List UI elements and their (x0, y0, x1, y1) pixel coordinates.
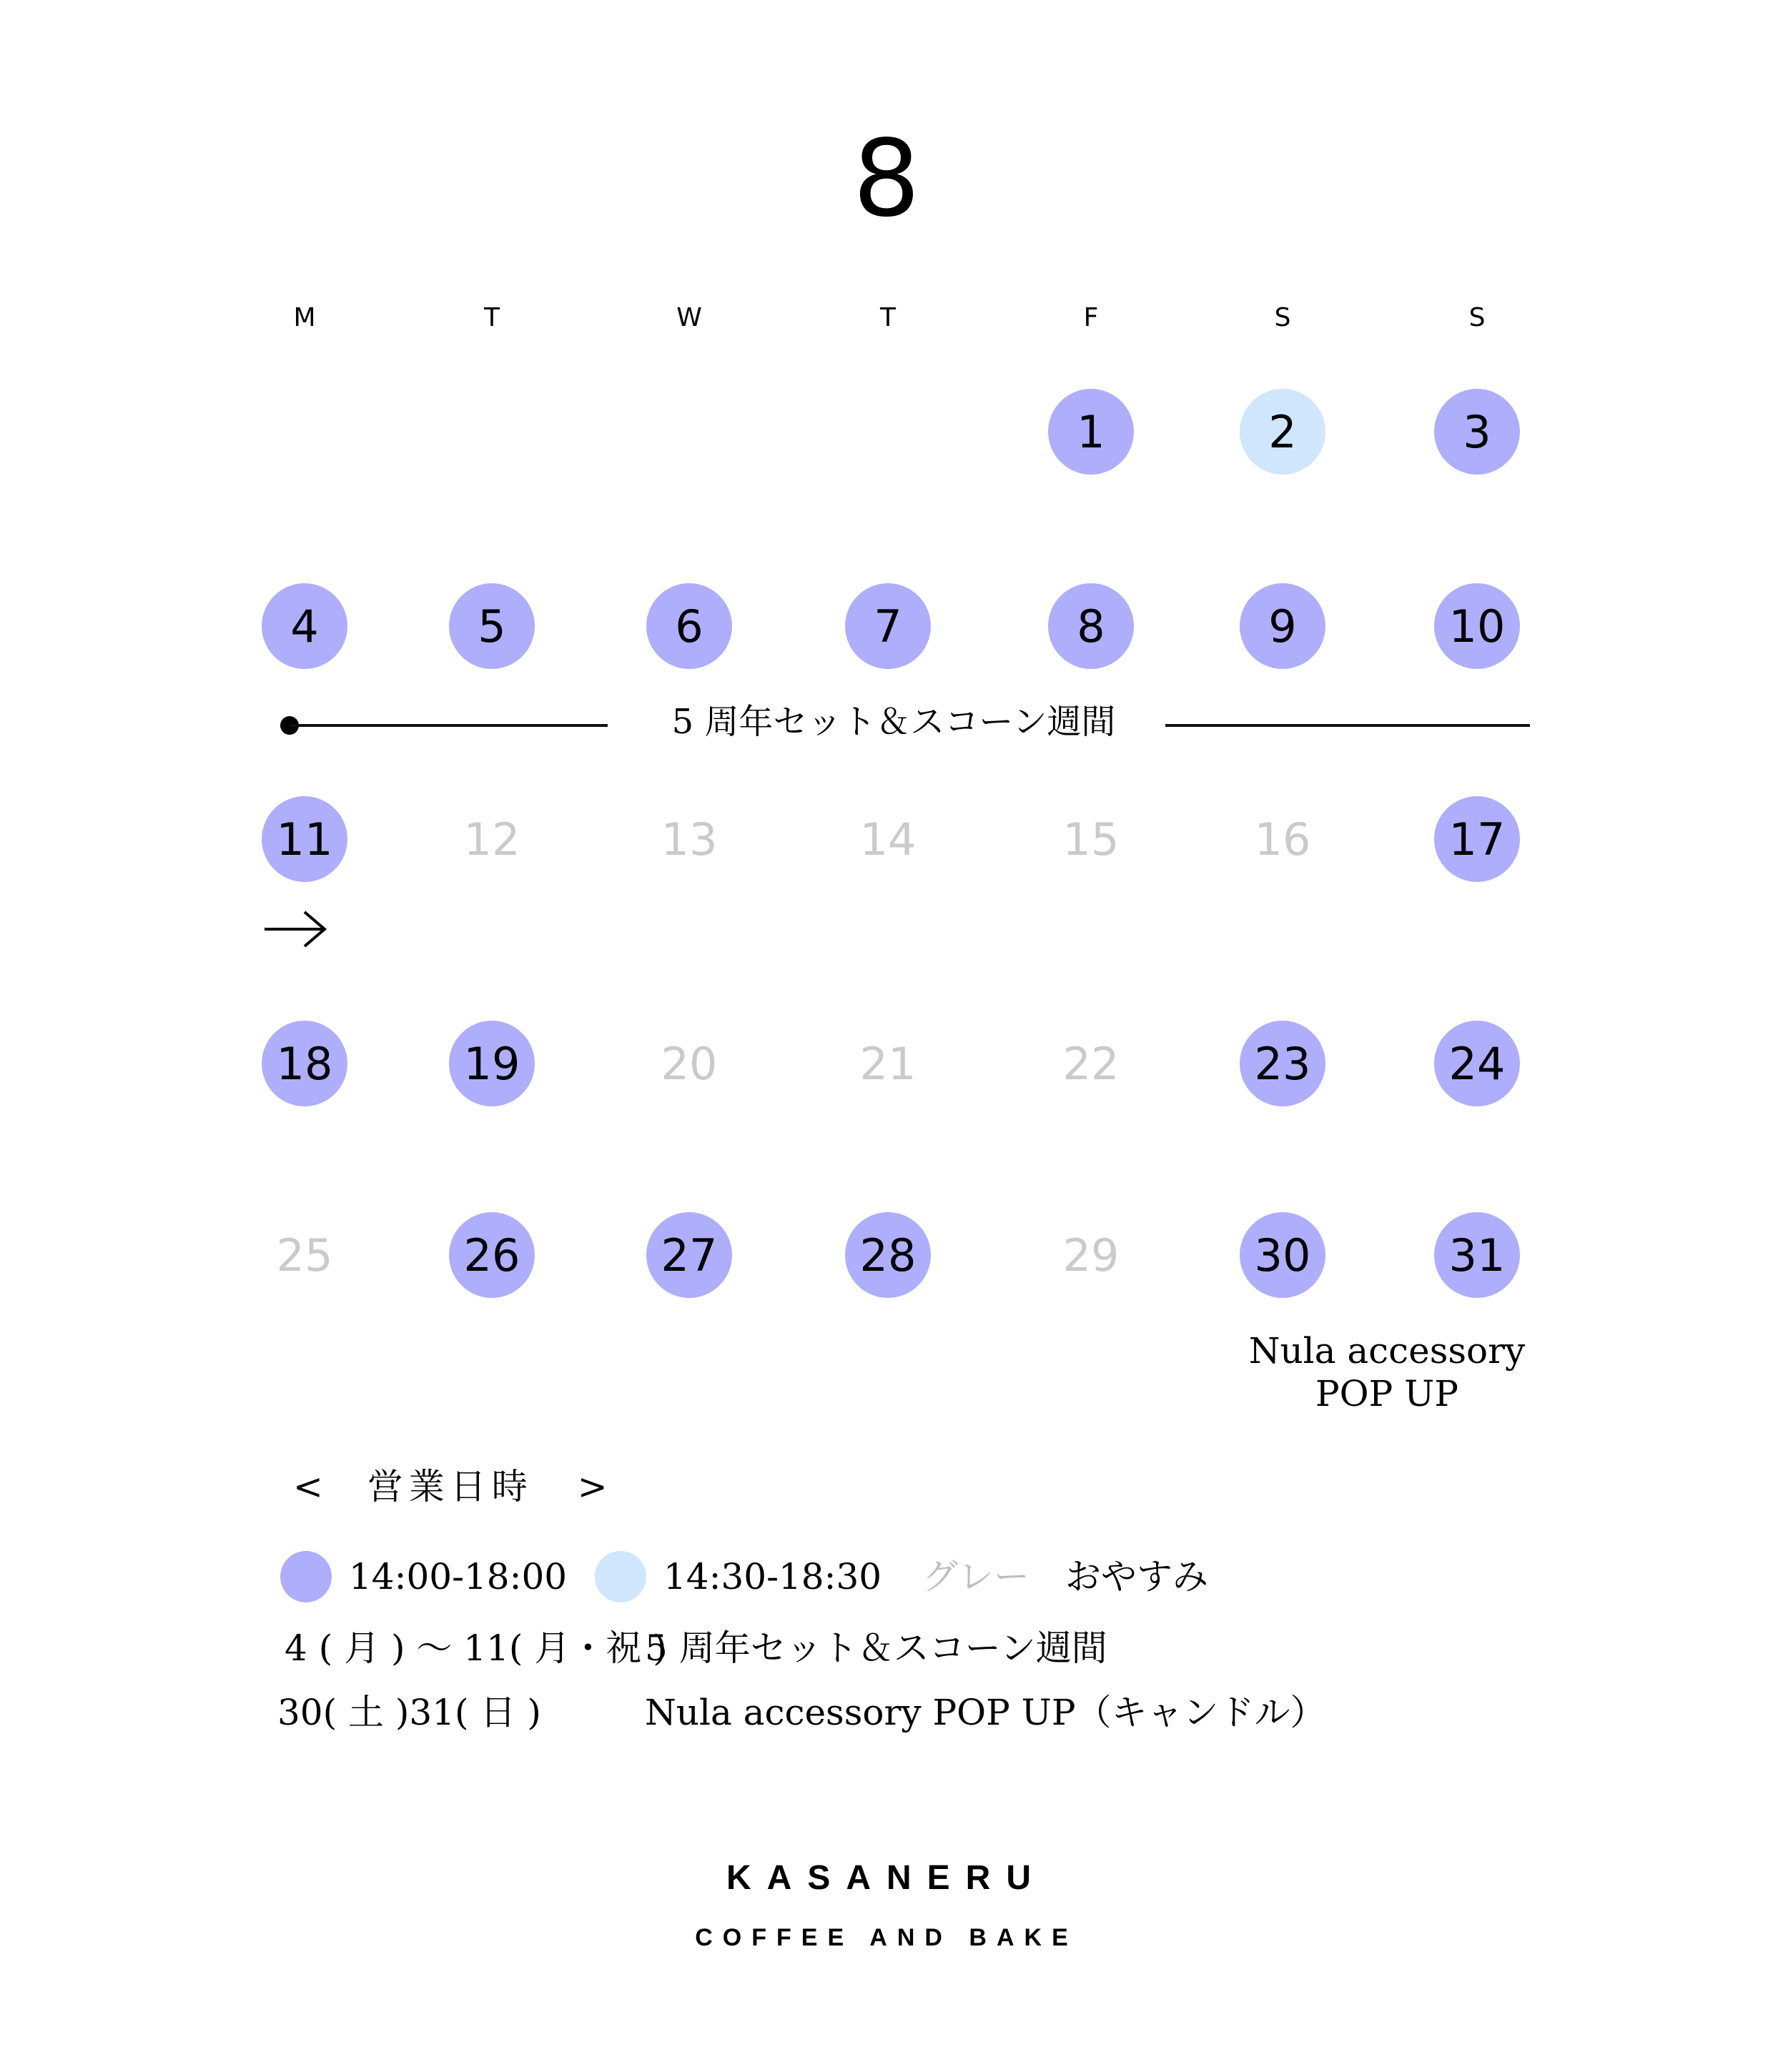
day-12-closed: 12 (463, 813, 520, 866)
day-2-late: 2 (1240, 389, 1325, 475)
day-6-open: 6 (646, 583, 732, 669)
day-25-closed: 25 (276, 1229, 333, 1282)
day-26-open: 26 (449, 1212, 535, 1298)
weekday-label: M (293, 303, 316, 332)
day-29-closed: 29 (1062, 1229, 1120, 1282)
legend-late-swatch (595, 1551, 646, 1602)
popup-note (1230, 1329, 1544, 1415)
event-line-left (290, 724, 608, 727)
arrow-right-icon (263, 908, 327, 954)
day-13-closed: 13 (661, 813, 718, 866)
legend-gray-label: グレー (922, 1556, 1029, 1597)
day-21-closed: 21 (859, 1037, 917, 1090)
brand-name: KASANERU (726, 1859, 1047, 1897)
legend-title (293, 1465, 608, 1508)
day-19-open: 19 (449, 1021, 535, 1106)
popup-line-2: POP UP (1315, 1373, 1458, 1414)
day-23-open: 23 (1240, 1021, 1325, 1106)
day-27-open: 27 (646, 1212, 732, 1298)
legend-title-right: > (577, 1466, 608, 1507)
weekday-label: W (676, 303, 702, 332)
day-22-closed: 22 (1062, 1037, 1120, 1090)
day-1-open: 1 (1048, 389, 1134, 475)
event-line-right (1165, 724, 1530, 727)
day-31-open: 31 (1434, 1212, 1520, 1298)
day-8-open: 8 (1048, 583, 1134, 669)
day-30-open: 30 (1240, 1212, 1325, 1298)
event1-dates: 4 ( 月 ) 〜 11( 月・祝 ) (285, 1627, 667, 1669)
legend-late-hours: 14:30-18:30 (663, 1556, 882, 1597)
day-16-closed: 16 (1254, 813, 1311, 866)
legend-open-hours: 14:00-18:00 (349, 1556, 568, 1597)
weekday-label: S (1468, 303, 1486, 332)
month-number: 8 (852, 117, 921, 240)
brand-subtitle: COFFEE AND BAKE (695, 1924, 1078, 1951)
legend-open-swatch (280, 1551, 332, 1602)
weekday-label: S (1274, 303, 1291, 332)
day-7-open: 7 (845, 583, 931, 669)
popup-line-1: Nula accessory (1248, 1330, 1526, 1372)
event2-name: Nula accessory POP UP（キャンドル） (645, 1692, 1326, 1733)
legend-closed-label: おやすみ (1065, 1556, 1208, 1597)
day-11-open: 11 (262, 796, 347, 882)
day-15-closed: 15 (1062, 813, 1120, 866)
event-band-label: 5 周年セット＆スコーン週間 (671, 702, 1116, 742)
day-24-open: 24 (1434, 1021, 1520, 1106)
day-5-open: 5 (449, 583, 535, 669)
day-14-closed: 14 (859, 813, 917, 866)
day-3-open: 3 (1434, 389, 1520, 475)
event1-name: 5 周年セット＆スコーン週間 (645, 1627, 1107, 1669)
weekday-label: T (880, 303, 896, 332)
event2-dates: 30( 土 )31( 日 ) (277, 1692, 541, 1733)
day-9-open: 9 (1240, 583, 1325, 669)
day-18-open: 18 (262, 1021, 347, 1106)
weekday-label: T (484, 303, 500, 332)
legend-title-text: 営業日時 (367, 1466, 533, 1507)
day-20-closed: 20 (661, 1037, 718, 1090)
day-4-open: 4 (262, 583, 347, 669)
day-10-open: 10 (1434, 583, 1520, 669)
day-17-open: 17 (1434, 796, 1520, 882)
day-28-open: 28 (845, 1212, 931, 1298)
legend-title-left: < (293, 1466, 323, 1507)
weekday-label: F (1083, 303, 1099, 332)
